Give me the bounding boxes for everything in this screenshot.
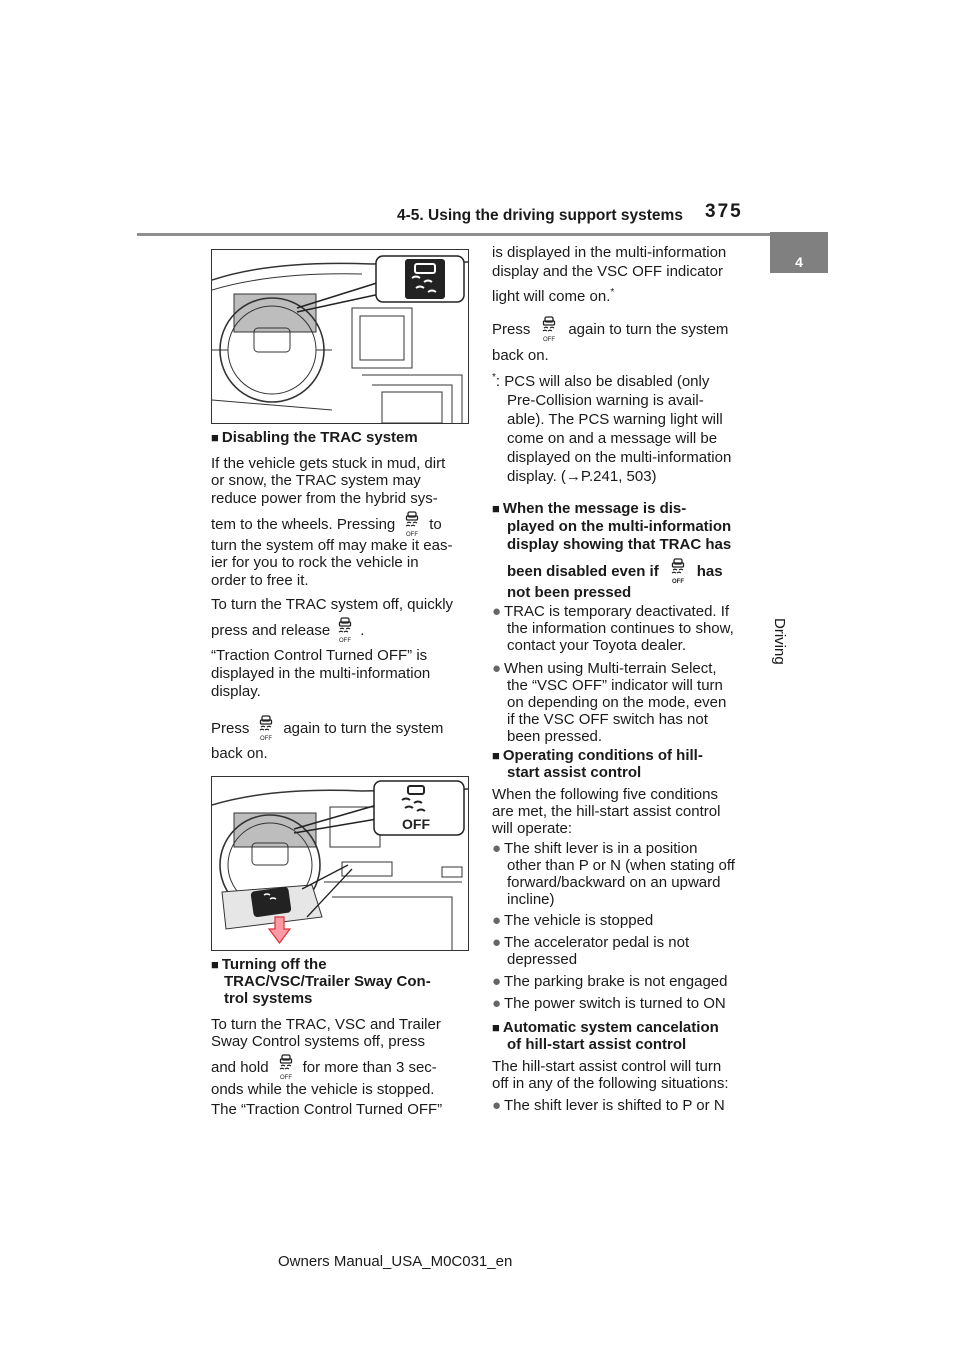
bullet-line: forward/backward on an upward	[507, 874, 721, 891]
bullet-line: incline)	[507, 891, 555, 908]
chapter-tab-name: Driving	[771, 618, 788, 665]
heading-line: been disabled even if has	[507, 558, 723, 586]
section-title: 4-5. Using the driving support systems	[397, 207, 683, 224]
paragraph-line: Press again to turn the system	[211, 715, 443, 743]
heading-line: not been pressed	[507, 584, 632, 601]
heading-automatic-cancelation: ■ Automatic system cancelation	[492, 1019, 719, 1036]
paragraph-line: is displayed in the multi-information	[492, 244, 727, 261]
square-bullet-icon: ■	[211, 430, 219, 445]
heading-turning-off-systems: ■ Turning off the	[211, 956, 327, 973]
bullet-line: depressed	[507, 951, 578, 968]
heading-line: start assist control	[507, 764, 642, 781]
paragraph-line: “Traction Control Turned OFF” is	[211, 647, 428, 664]
paragraph-line: When the following five conditions	[492, 786, 718, 803]
paragraph-line: light will come on.*	[492, 287, 615, 305]
heading-line: played on the multi-information	[507, 518, 732, 535]
vsc-off-switch-icon	[257, 715, 275, 743]
bullet-line: been pressed.	[507, 728, 603, 745]
bullet-line: contact your Toyota dealer.	[507, 637, 687, 654]
paragraph-line: or snow, the TRAC system may	[211, 472, 421, 489]
paragraph-line: order to free it.	[211, 572, 309, 589]
heading-line: of hill-start assist control	[507, 1036, 687, 1053]
circle-bullet-icon: ●	[492, 973, 502, 990]
circle-bullet-icon: ●	[492, 603, 502, 620]
paragraph-line: off in any of the following situations:	[492, 1075, 729, 1092]
vsc-off-switch-icon	[403, 511, 421, 539]
circle-bullet-icon: ●	[492, 840, 502, 857]
circle-bullet-icon: ●	[492, 660, 502, 677]
page-reference-link[interactable]: P.241, 503)	[580, 468, 657, 485]
heading-line: trol systems	[224, 990, 313, 1007]
bullet-line: the “VSC OFF” indicator will turn	[507, 677, 723, 694]
circle-bullet-icon: ●	[492, 995, 502, 1012]
paragraph-line: reduce power from the hybrid sys-	[211, 490, 438, 507]
paragraph-line: and hold for more than 3 sec-	[211, 1054, 437, 1082]
circle-bullet-icon: ●	[492, 1097, 502, 1114]
heading-message-displayed: ■ When the message is dis-	[492, 500, 687, 517]
off-label: OFF	[402, 816, 430, 832]
circle-bullet-icon: ●	[492, 934, 502, 951]
paragraph-line: back on.	[492, 347, 549, 364]
paragraph-line: press and release .	[211, 617, 364, 645]
paragraph-line: display and the VSC OFF indicator	[492, 263, 723, 280]
paragraph-line: onds while the vehicle is stopped.	[211, 1081, 435, 1098]
footnote-line: display. (→P.241, 503)	[507, 468, 657, 485]
square-bullet-icon: ■	[492, 501, 500, 516]
bullet-item: ● The shift lever is shifted to P or N	[492, 1097, 725, 1114]
square-bullet-icon: ■	[211, 957, 219, 972]
paragraph-line: turn the system off may make it eas-	[211, 537, 453, 554]
paragraph-line: ier for you to rock the vehicle in	[211, 554, 419, 571]
arrow-icon: →	[565, 468, 581, 485]
heading-line: display showing that TRAC has	[507, 536, 732, 553]
heading-hill-start-conditions: ■ Operating conditions of hill-	[492, 747, 703, 764]
paragraph-line: display.	[211, 683, 261, 700]
square-bullet-icon: ■	[492, 1020, 500, 1035]
vsc-off-switch-icon	[540, 316, 558, 344]
chapter-tab-number: 4	[795, 254, 803, 270]
figure-dashboard-vsc-off-switch	[211, 776, 469, 951]
bullet-line: if the VSC OFF switch has not	[507, 711, 708, 728]
paragraph-line: are met, the hill-start assist control	[492, 803, 721, 820]
page-number: 375	[705, 201, 743, 222]
bullet-item: ● The power switch is turned to ON	[492, 995, 726, 1012]
paragraph-line: will operate:	[492, 820, 573, 837]
footnote-line: come on and a message will be	[507, 430, 718, 447]
bullet-item: ● The parking brake is not engaged	[492, 973, 728, 990]
paragraph-line: Press again to turn the system	[492, 316, 728, 344]
manual-identifier: Owners Manual_USA_M0C031_en	[278, 1253, 513, 1270]
heading-disabling-trac: ■ Disabling the TRAC system	[211, 429, 418, 446]
figure-dashboard-trac-indicator	[211, 249, 469, 424]
bullet-item: ● The vehicle is stopped	[492, 912, 654, 929]
header-rule	[137, 233, 823, 236]
paragraph-line: The “Traction Control Turned OFF”	[211, 1101, 443, 1118]
paragraph-line: If the vehicle gets stuck in mud, dirt	[211, 455, 446, 472]
circle-bullet-icon: ●	[492, 912, 502, 929]
footnote-line: *: PCS will also be disabled (only	[492, 372, 710, 390]
bullet-item: ● TRAC is temporary deactivated. If	[492, 603, 730, 620]
bullet-item: ● The accelerator pedal is not	[492, 934, 690, 951]
paragraph-line: To turn the TRAC system off, quickly	[211, 596, 454, 613]
footnote-line: able). The PCS warning light will	[507, 411, 723, 428]
bullet-line: the information continues to show,	[507, 620, 734, 637]
bullet-item: ● The shift lever is in a position	[492, 840, 698, 857]
footnote-line: Pre-Collision warning is avail-	[507, 392, 704, 409]
paragraph-line: tem to the wheels. Pressing to	[211, 511, 442, 539]
bullet-line: other than P or N (when stating off	[507, 857, 735, 874]
paragraph-line: The hill-start assist control will turn	[492, 1058, 722, 1075]
paragraph-line: displayed in the multi-information	[211, 665, 431, 682]
paragraph-line: back on.	[211, 745, 268, 762]
square-bullet-icon: ■	[492, 748, 500, 763]
footnote-line: displayed on the multi-information	[507, 449, 732, 466]
heading-line: TRAC/VSC/Trailer Sway Con-	[224, 973, 431, 990]
bullet-line: on depending on the mode, even	[507, 694, 727, 711]
paragraph-line: Sway Control systems off, press	[211, 1033, 425, 1050]
vsc-off-switch-icon	[277, 1054, 295, 1082]
paragraph-line: To turn the TRAC, VSC and Trailer	[211, 1016, 441, 1033]
vsc-off-switch-icon	[669, 558, 687, 586]
bullet-item: ● When using Multi-terrain Select,	[492, 660, 717, 677]
vsc-off-switch-icon	[336, 617, 354, 645]
